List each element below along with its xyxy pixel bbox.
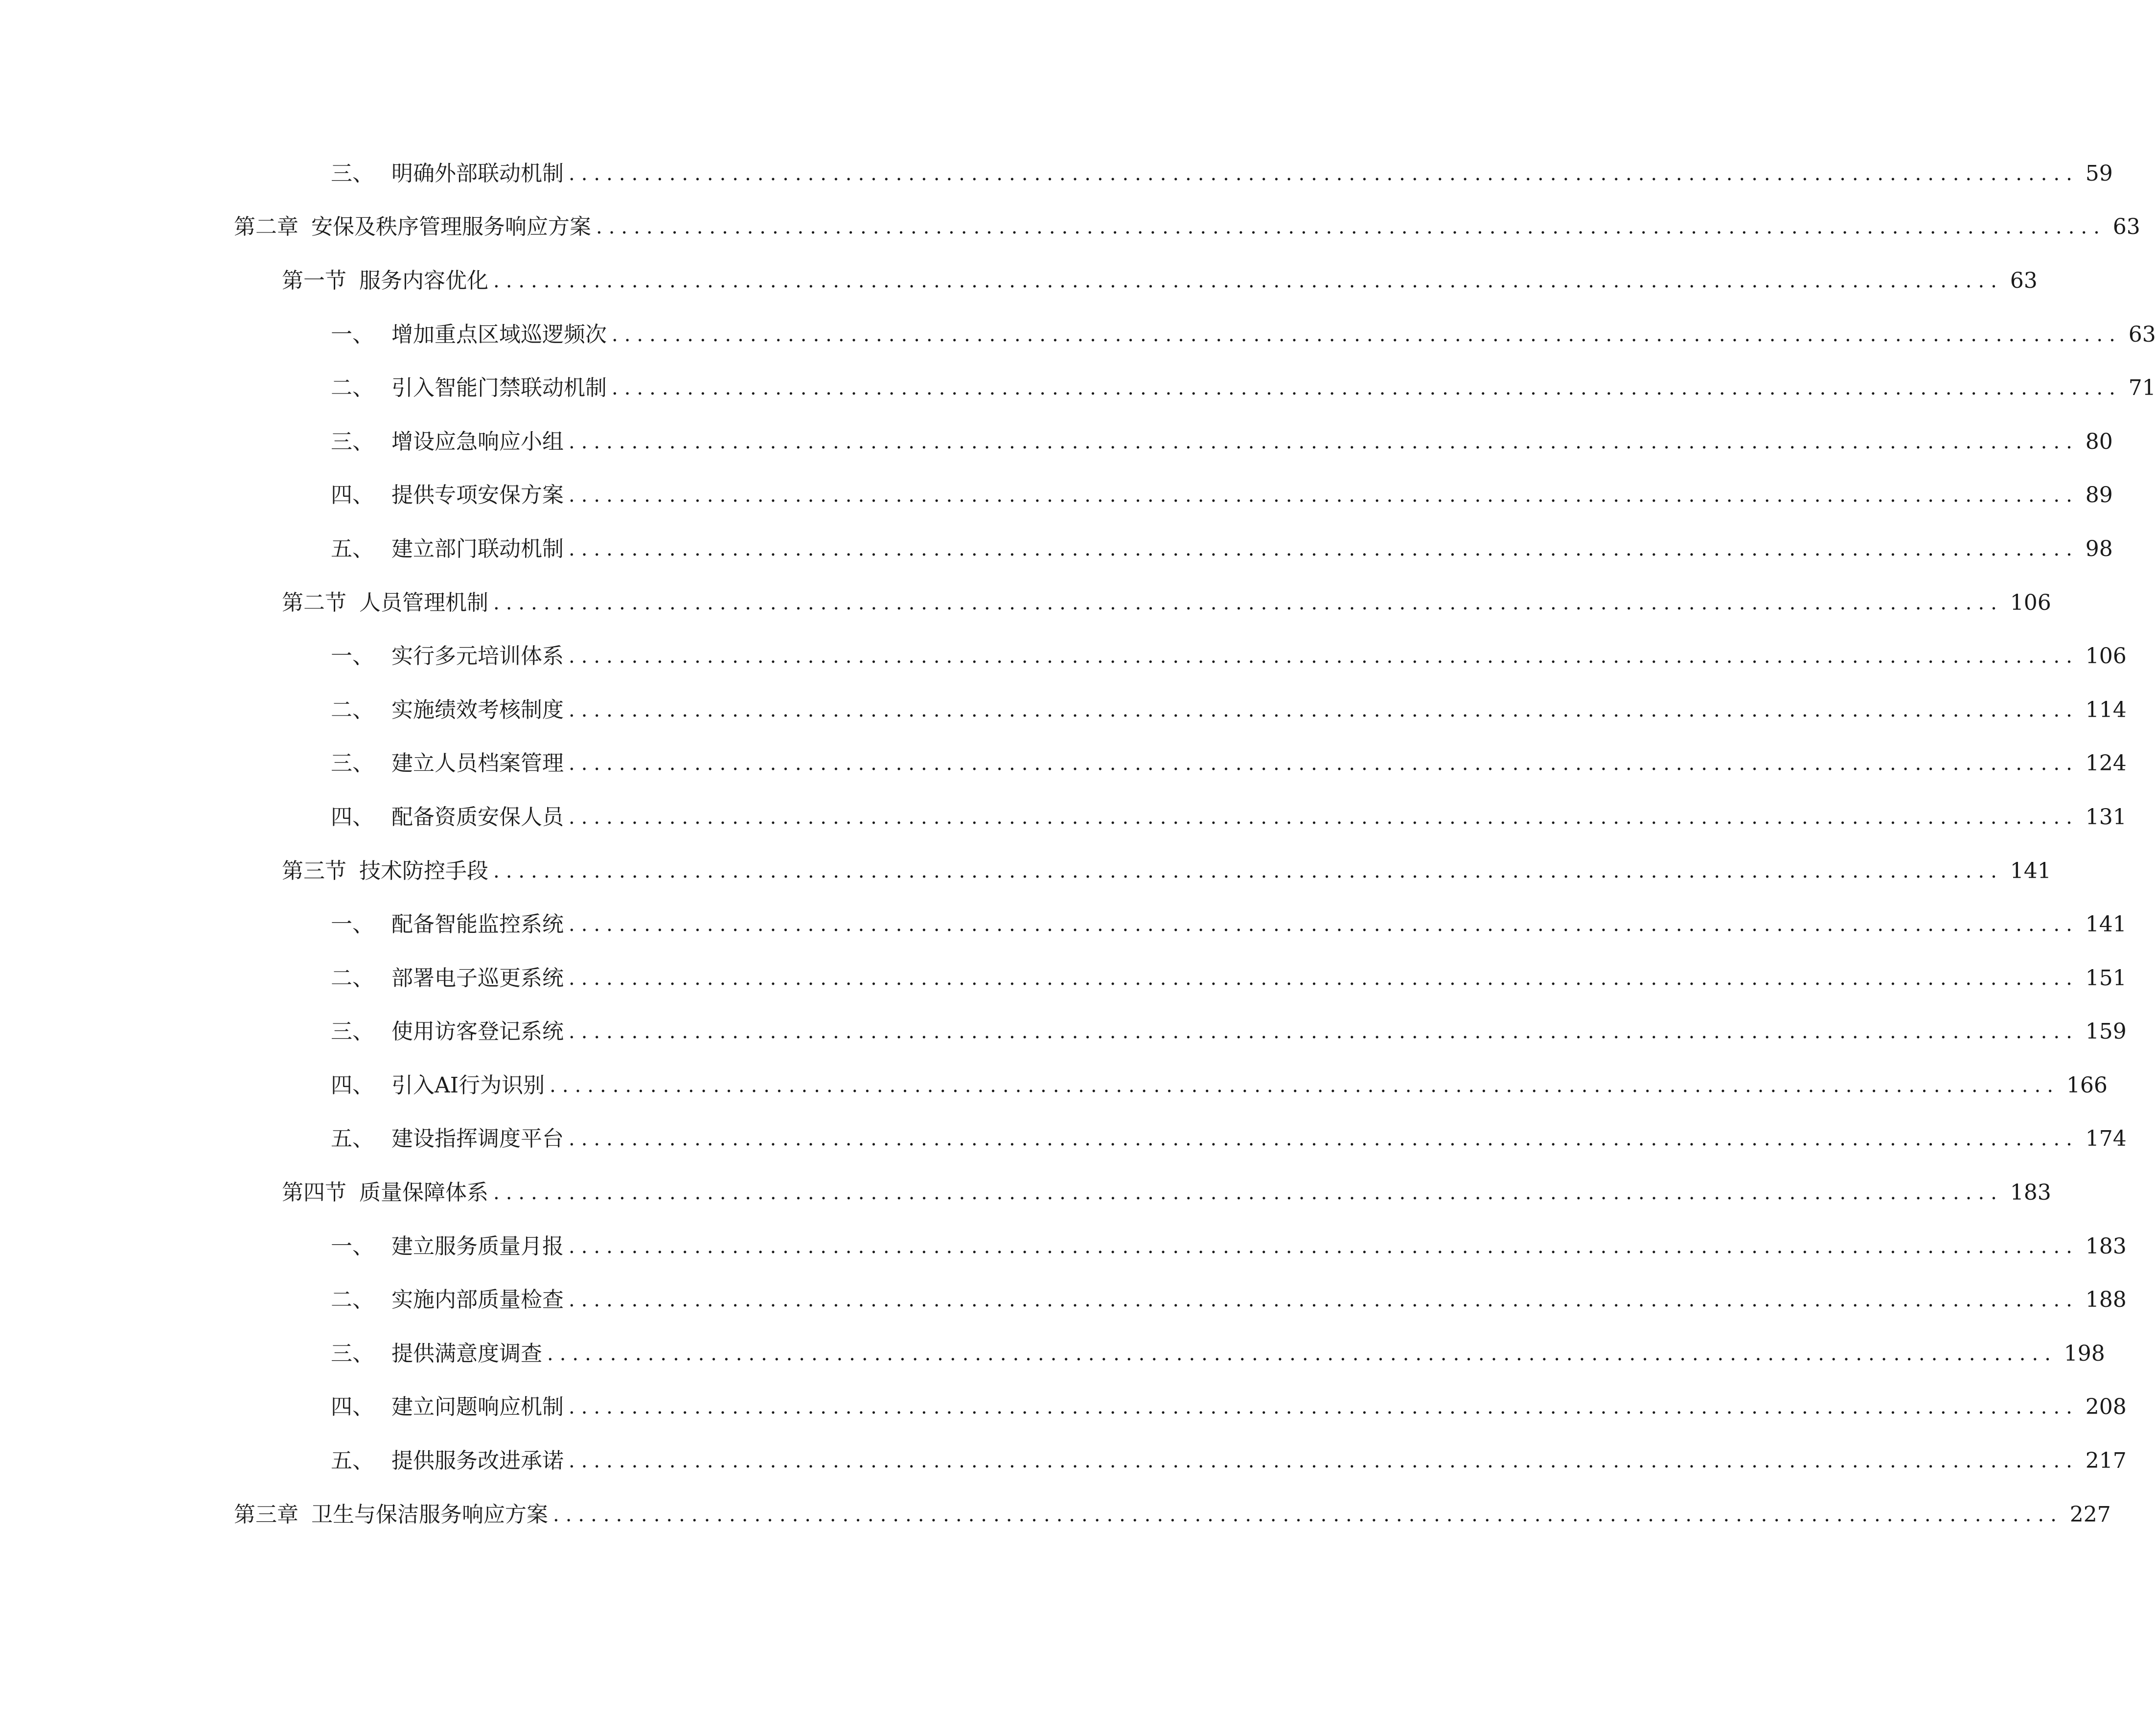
toc-dot-leader: ........................................................................................................................ [569, 1128, 2079, 1151]
toc-dot-leader: ........................................................................................................................ [569, 806, 2079, 829]
toc-page-number: 131 [2085, 804, 2127, 830]
toc-dot-leader: ........................................................................................................................ [550, 1074, 2060, 1097]
toc-page-number: 174 [2085, 1126, 2127, 1152]
toc-dot-leader: ........................................................................................................................ [569, 698, 2079, 721]
toc-entry-title: 提供专项安保方案 [391, 483, 564, 508]
toc-entry-title: 实行多元培训体系 [391, 644, 564, 669]
toc-subsection-entry[interactable] [0, 683, 2127, 737]
toc-subsection-entry[interactable] [0, 469, 2113, 523]
toc-entry-number: 第二节 [282, 590, 346, 615]
toc-entry-number: 二、 [331, 375, 374, 401]
toc-entry-number: 三、 [331, 429, 374, 454]
toc-subsection-entry[interactable] [0, 1273, 2127, 1327]
toc-subsection-entry[interactable] [0, 1220, 2127, 1274]
toc-subsection-entry[interactable] [0, 1059, 2108, 1113]
toc-entry-title: 引入智能门禁联动机制 [391, 375, 607, 401]
toc-subsection-entry[interactable] [0, 361, 2156, 415]
toc-dot-leader: ........................................................................................................................ [612, 323, 2122, 346]
toc-entry-number: 三、 [331, 1341, 374, 1366]
toc-page-number: 217 [2085, 1448, 2127, 1474]
toc-entry-title: 技术防控手段 [359, 858, 488, 883]
toc-subsection-entry[interactable] [0, 308, 2156, 362]
toc-page-number: 80 [2085, 429, 2113, 454]
toc-dot-leader: ........................................................................................................................ [569, 430, 2079, 453]
toc-page-number: 106 [2085, 644, 2127, 669]
toc-page-number: 63 [2128, 322, 2156, 347]
toc-dot-leader: ........................................................................................................................ [569, 1396, 2079, 1419]
toc-subsection-entry[interactable] [0, 1327, 2105, 1381]
toc-entry-title: 建立部门联动机制 [391, 536, 564, 561]
toc-page-number: 183 [2010, 1180, 2051, 1206]
toc-dot-leader: ........................................................................................................................ [569, 1235, 2079, 1258]
toc-chapter-entry[interactable] [0, 1488, 2111, 1542]
toc-entry-title: 配备资质安保人员 [391, 804, 564, 830]
toc-entry-title: 建立人员档案管理 [391, 751, 564, 776]
toc-dot-leader: ........................................................................................................................ [612, 377, 2122, 400]
toc-entry-title: 引入AI行为识别 [391, 1072, 545, 1098]
toc-page-number: 59 [2085, 161, 2113, 186]
toc-entry-number: 五、 [331, 536, 374, 561]
toc-entry-title: 安保及秩序管理服务响应方案 [311, 214, 591, 240]
toc-dot-leader: ........................................................................................................................ [569, 1021, 2079, 1044]
toc-subsection-entry[interactable] [0, 898, 2127, 951]
toc-entry-number: 第二章 [234, 214, 298, 240]
toc-dot-leader: ........................................................................................................................ [493, 269, 2003, 292]
toc-entry-number: 第四节 [282, 1180, 346, 1206]
toc-entry-title: 部署电子巡更系统 [391, 965, 564, 991]
toc-page-number: 106 [2010, 590, 2051, 615]
toc-entry-title: 建立服务质量月报 [391, 1233, 564, 1259]
toc-entry-title: 增设应急响应小组 [391, 429, 564, 454]
toc-dot-leader: ........................................................................................................................ [493, 1182, 2003, 1205]
toc-entry-number: 一、 [331, 644, 374, 669]
toc-entry-title: 质量保障体系 [359, 1180, 488, 1206]
toc-entry-title: 提供满意度调查 [391, 1341, 542, 1366]
toc-dot-leader: ........................................................................................................................ [493, 859, 2003, 882]
toc-dot-leader: ........................................................................................................................ [569, 645, 2079, 668]
toc-page-number: 208 [2085, 1394, 2127, 1420]
toc-entry-number: 第一节 [282, 268, 346, 293]
toc-entry-title: 配备智能监控系统 [391, 912, 564, 937]
toc-entry-number: 一、 [331, 1233, 374, 1259]
toc-dot-leader: ........................................................................................................................ [596, 216, 2106, 239]
toc-dot-leader: ........................................................................................................................ [569, 913, 2079, 936]
toc-entry-number: 三、 [331, 1019, 374, 1044]
toc-subsection-entry[interactable] [0, 1434, 2127, 1488]
toc-entry-number: 四、 [331, 804, 374, 830]
toc-entry-number: 三、 [331, 161, 374, 186]
toc-entry-number: 五、 [331, 1126, 374, 1152]
toc-section-entry[interactable] [0, 1166, 2051, 1220]
toc-entry-number: 四、 [331, 1072, 374, 1098]
toc-entry-title: 使用访客登记系统 [391, 1019, 564, 1044]
toc-entry-title: 人员管理机制 [359, 590, 488, 615]
toc-entry-title: 建立问题响应机制 [391, 1394, 564, 1420]
toc-page-number: 188 [2085, 1287, 2127, 1313]
toc-section-entry[interactable] [0, 576, 2051, 630]
toc-page-number: 166 [2066, 1072, 2108, 1098]
toc-entry-number: 四、 [331, 483, 374, 508]
toc-page-number: 151 [2085, 965, 2127, 991]
toc-entry-number: 第三节 [282, 858, 346, 883]
toc-dot-leader: ........................................................................................................................ [569, 537, 2079, 560]
toc-dot-leader: ........................................................................................................................ [569, 162, 2079, 185]
toc-dot-leader: ........................................................................................................................ [547, 1342, 2057, 1365]
toc-page-number: 89 [2085, 483, 2113, 508]
toc-page-number: 198 [2064, 1341, 2105, 1366]
toc-entry-number: 一、 [331, 912, 374, 937]
toc-page-number: 159 [2085, 1019, 2127, 1044]
toc-entry-number: 二、 [331, 965, 374, 991]
toc-subsection-entry[interactable] [0, 147, 2113, 201]
toc-page-number: 141 [2010, 858, 2051, 883]
toc-page-number: 124 [2085, 751, 2127, 776]
toc-dot-leader: ........................................................................................................................ [569, 484, 2079, 507]
toc-subsection-entry[interactable] [0, 415, 2113, 469]
toc-subsection-entry[interactable] [0, 1005, 2127, 1059]
toc-subsection-entry[interactable] [0, 951, 2127, 1005]
toc-subsection-entry[interactable] [0, 629, 2127, 683]
toc-entry-title: 明确外部联动机制 [391, 161, 564, 186]
toc-entry-number: 二、 [331, 1287, 374, 1313]
toc-page-number: 63 [2010, 268, 2038, 293]
toc-entry-number: 三、 [331, 751, 374, 776]
toc-page-number: 63 [2112, 214, 2140, 240]
toc-subsection-entry[interactable] [0, 737, 2127, 791]
toc-dot-leader: ........................................................................................................................ [569, 752, 2079, 775]
toc-page-number: 71 [2128, 375, 2156, 401]
toc-dot-leader: ........................................................................................................................ [569, 1450, 2079, 1473]
toc-entry-title: 实施绩效考核制度 [391, 697, 564, 722]
toc-entry-number: 五、 [331, 1448, 374, 1474]
toc-subsection-entry[interactable] [0, 1113, 2127, 1166]
toc-entry-number: 一、 [331, 322, 374, 347]
toc-page-number: 114 [2085, 697, 2127, 722]
toc-subsection-entry[interactable] [0, 790, 2127, 844]
toc-chapter-entry[interactable] [0, 201, 2140, 255]
toc-dot-leader: ........................................................................................................................ [569, 967, 2079, 990]
toc-page-number: 183 [2085, 1233, 2127, 1259]
toc-dot-leader: ........................................................................................................................ [553, 1503, 2063, 1526]
toc-subsection-entry[interactable] [0, 522, 2113, 576]
toc-entry-title: 增加重点区域巡逻频次 [391, 322, 607, 347]
toc-page-number: 98 [2085, 536, 2113, 561]
table-of-contents [0, 147, 2156, 1541]
toc-section-entry[interactable] [0, 254, 2038, 308]
toc-entry-number: 二、 [331, 697, 374, 722]
toc-subsection-entry[interactable] [0, 1381, 2127, 1435]
toc-entry-title: 建设指挥调度平台 [391, 1126, 564, 1152]
toc-page-number: 141 [2085, 912, 2127, 937]
toc-entry-title: 卫生与保洁服务响应方案 [311, 1502, 548, 1527]
toc-entry-number: 第三章 [234, 1502, 298, 1527]
toc-dot-leader: ........................................................................................................................ [569, 1289, 2079, 1312]
toc-section-entry[interactable] [0, 844, 2051, 898]
toc-page-number: 227 [2069, 1502, 2111, 1527]
toc-dot-leader: ........................................................................................................................ [493, 591, 2003, 614]
toc-entry-title: 服务内容优化 [359, 268, 488, 293]
toc-entry-title: 实施内部质量检查 [391, 1287, 564, 1313]
toc-entry-title: 提供服务改进承诺 [391, 1448, 564, 1474]
toc-entry-number: 四、 [331, 1394, 374, 1420]
